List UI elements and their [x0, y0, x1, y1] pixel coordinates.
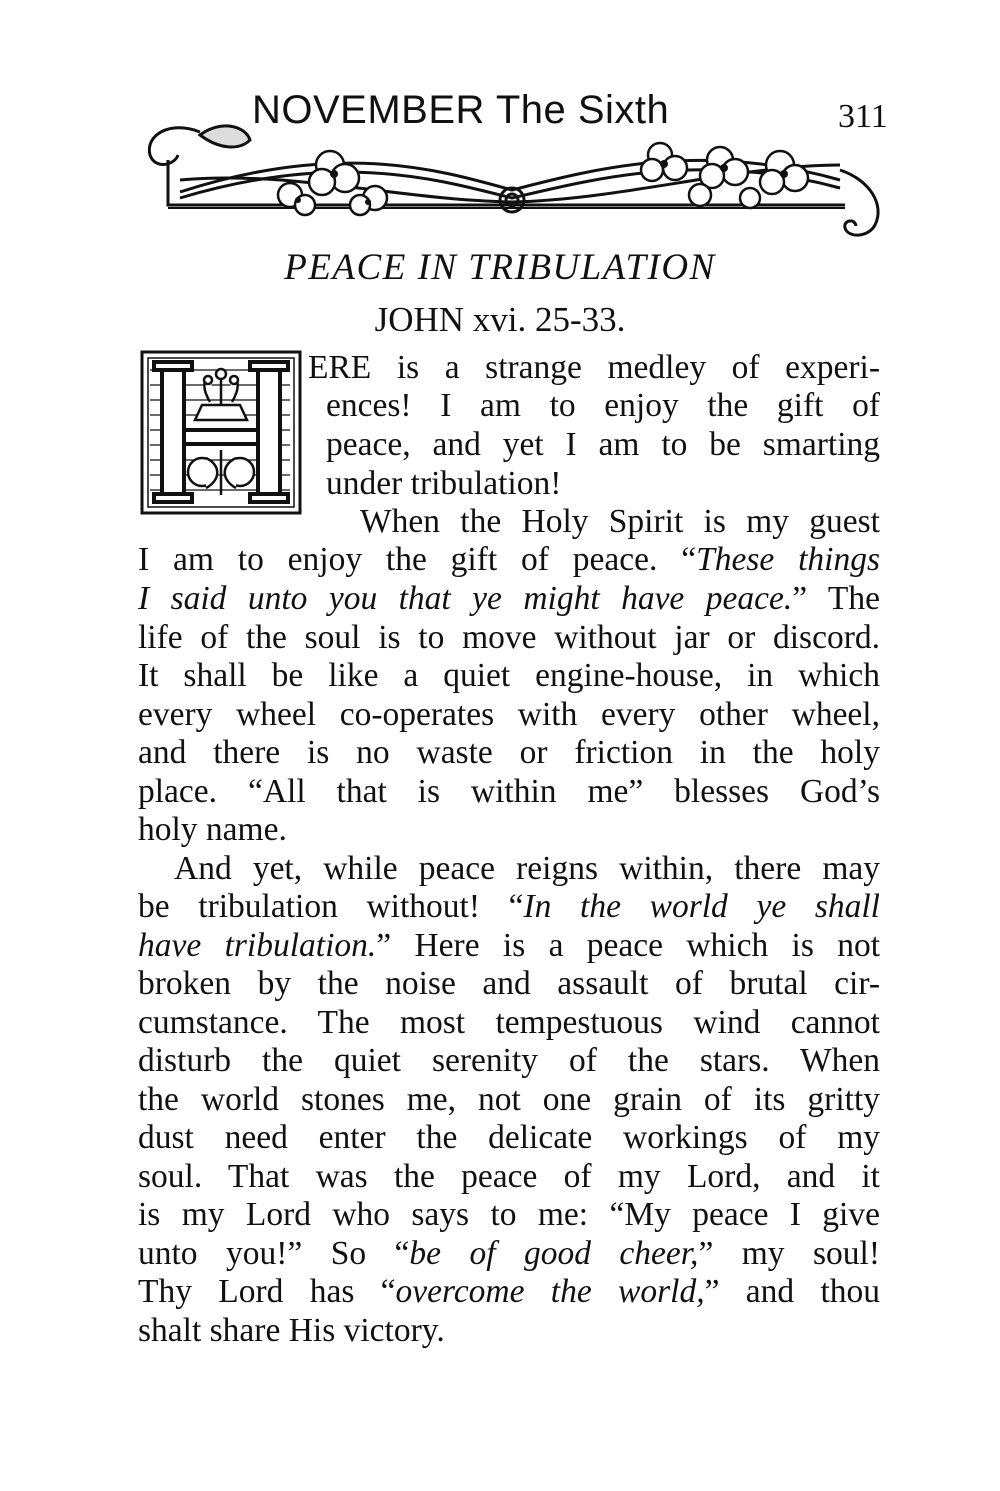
- scripture-reference: JOHN xvi. 25-33.: [374, 300, 626, 339]
- body-line: peace, and yet I am to be smarting: [326, 426, 880, 463]
- body-line: [138, 541, 880, 579]
- body-line: is my Lord who says to me: “My peace I give: [138, 1196, 880, 1233]
- line-text: ” The: [792, 580, 880, 617]
- body-line: every wheel co-operates with every other wheel,: [138, 696, 880, 733]
- quoted-scripture: I said unto you that ye might have peace.: [138, 580, 793, 617]
- body-line: place. “All that is within me” blesses God’s: [138, 773, 880, 810]
- quoted-scripture: be of good cheer,: [409, 1235, 699, 1272]
- body-line: It shall be like a quiet engine-house, in which: [138, 657, 880, 694]
- line-text: ” Here is a peace which is not: [376, 927, 880, 964]
- line-text: unto you!” So “: [138, 1235, 410, 1272]
- drop-cap: [140, 350, 302, 520]
- section-title: PEACE IN TRIBULATION: [284, 247, 716, 288]
- header-title: NOVEMBER The Sixth: [252, 88, 670, 132]
- body-line: shalt share His victory.: [138, 1312, 445, 1349]
- body-line: broken by the noise and assault of brutal cir-: [138, 965, 880, 1002]
- quoted-scripture: These things: [696, 541, 880, 578]
- quoted-scripture: have tribulation.: [138, 927, 377, 964]
- line-text: ” my soul!: [698, 1235, 880, 1272]
- body-line: the world stones me, not one grain of its gritty: [138, 1081, 880, 1118]
- line-text: Thy Lord has “: [138, 1273, 396, 1310]
- body-line: And yet, while peace reigns within, there may: [174, 850, 880, 887]
- body-line: holy name.: [138, 811, 287, 848]
- body-line: [138, 580, 880, 618]
- body-line: life of the soul is to move without jar or discord.: [138, 619, 880, 656]
- body-line: cumstance. The most tempestuous wind cannot: [138, 1004, 880, 1041]
- body-line: and there is no waste or friction in the holy: [138, 734, 880, 771]
- decorative-vine-banner: [140, 110, 890, 250]
- body-line: ences! I am to enjoy the gift of: [326, 387, 880, 424]
- quoted-scripture: overcome the world,: [395, 1273, 705, 1310]
- body-line: under tribulation!: [326, 465, 562, 502]
- page-number: 311: [838, 98, 888, 135]
- body-line: [138, 1273, 880, 1311]
- body-line: [138, 927, 880, 965]
- quoted-scripture: In the world ye shall: [523, 888, 880, 925]
- line-text: ” and thou: [704, 1273, 880, 1310]
- ornate-drop-cap-icon: [140, 350, 302, 515]
- body-line: ERE is a strange medley of experi-: [308, 349, 880, 386]
- body-line: disturb the quiet serenity of the stars. When: [138, 1042, 880, 1079]
- line-text: I am to enjoy the gift of peace. “: [138, 541, 697, 578]
- body-line: [138, 1235, 880, 1273]
- body-line: dust need enter the delicate workings of my: [138, 1119, 880, 1156]
- line-text: be tribulation without! “: [138, 888, 524, 925]
- body-line: [138, 888, 880, 926]
- body-line: When the Holy Spirit is my guest: [360, 503, 880, 540]
- body-line: soul. That was the peace of my Lord, and it: [138, 1158, 880, 1195]
